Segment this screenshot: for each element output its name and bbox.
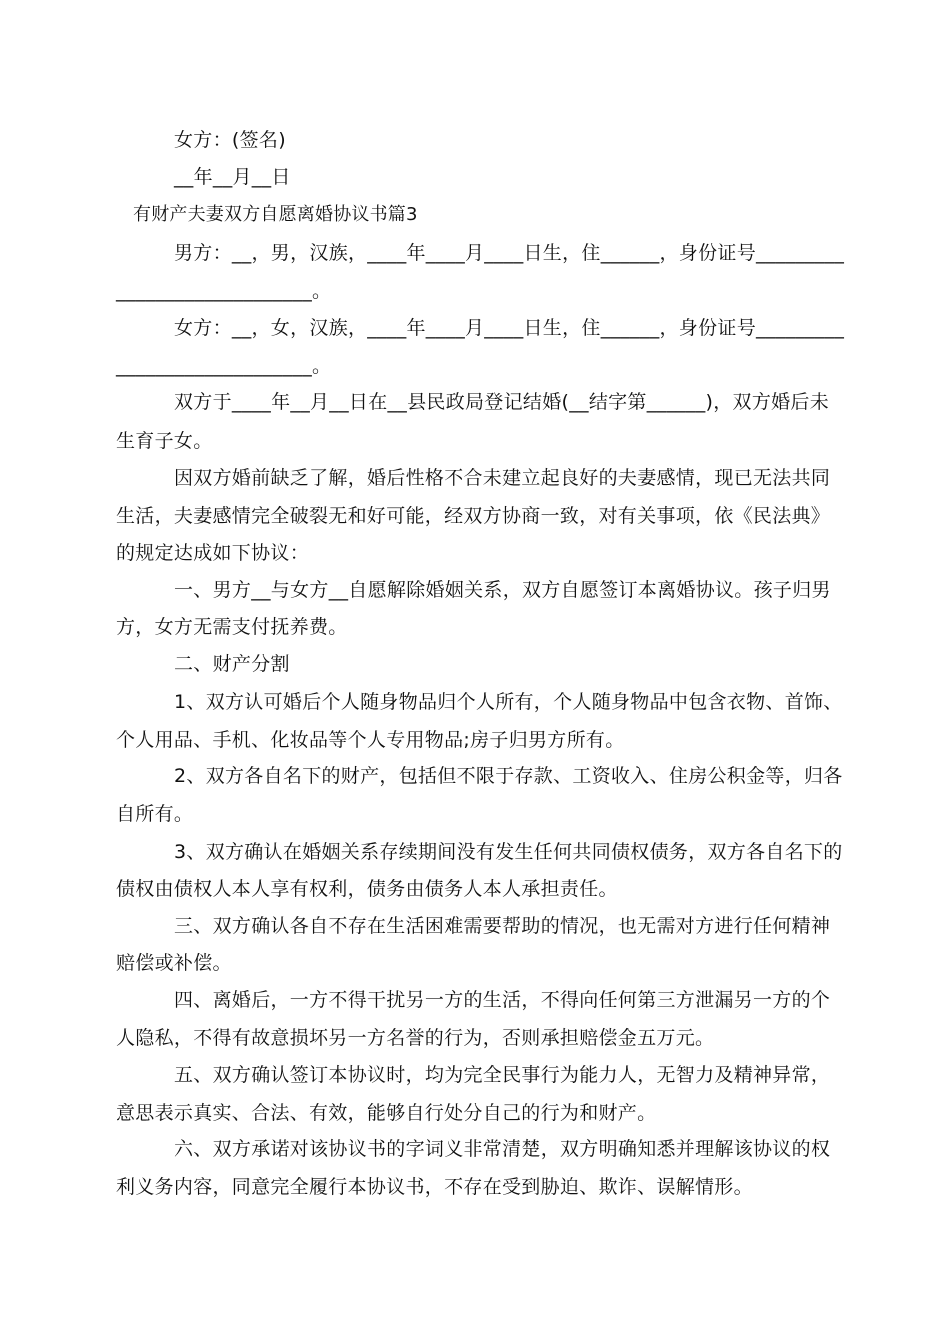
clause-three-cont: 赔偿或补偿。 xyxy=(116,952,232,974)
clause-four: 四、离婚后，一方不得干扰另一方的生活，不得向任何第三方泄漏另一方的个 xyxy=(174,989,831,1011)
clause-six-cont: 利义务内容，同意完全履行本协议书，不存在受到胁迫、欺诈、误解情形。 xyxy=(116,1176,753,1198)
clause-one-cont: 方，女方无需支付抚养费。 xyxy=(116,616,348,638)
male-party-line-cont: ____________________。 xyxy=(116,280,332,302)
marriage-registration-text: 双方于____年__月__日在__县民政局登记结婚(__结字第______)，双方婚后未 xyxy=(174,391,830,413)
male-party-line: 男方：__，男，汉族，____年____月____日生，住______，身份证号_________ xyxy=(174,242,845,264)
property-item-2-cont: 自所有。 xyxy=(116,803,194,825)
clause-five-cont: 意思表示真实、合法、有效，能够自行处分自己的行为和财产。 xyxy=(116,1102,657,1124)
property-item-2: 2、双方各自名下的财产，包括但不限于存款、工资收入、住房公积金等，归各 xyxy=(174,765,843,787)
reason-paragraph-cont: 生活，夫妻感情完全破裂无和好可能，经双方协商一致，对有关事项，依《民法典》 xyxy=(116,505,831,527)
reason-paragraph: 因双方婚前缺乏了解，婚后性格不合未建立起良好的夫妻感情，现已无法共同 xyxy=(174,467,831,489)
section-heading: 有财产夫妻双方自愿离婚协议书篇3 xyxy=(133,204,418,225)
female-party-line: 女方：__，女，汉族，____年____月____日生，住______，身份证号_________ xyxy=(174,317,845,339)
clause-four-cont: 人隐私，不得有故意损坏另一方名誉的行为，否则承担赔偿金五万元。 xyxy=(116,1027,715,1049)
reason-paragraph-end: 的规定达成如下协议： xyxy=(116,542,310,564)
clause-five: 五、双方确认签订本协议时，均为完全民事行为能力人，无智力及精神异常， xyxy=(174,1064,831,1086)
property-item-3-cont: 债权由债权人本人享有权利，债务由债务人本人承担责任。 xyxy=(116,878,618,900)
clause-one: 一、男方__与女方__自愿解除婚姻关系，双方自愿签订本离婚协议。孩子归男 xyxy=(174,579,831,601)
marriage-registration-text-cont: 生育子女。 xyxy=(116,430,213,452)
property-item-3: 3、双方确认在婚姻关系存续期间没有发生任何共同债权债务，双方各自名下的 xyxy=(174,841,843,863)
female-signature-line: 女方：(签名) xyxy=(174,129,286,151)
property-item-1: 1、双方认可婚后个人随身物品归个人所有，个人随身物品中包含衣物、首饰、 xyxy=(174,691,843,713)
clause-three: 三、双方确认各自不存在生活困难需要帮助的情况，也无需对方进行任何精神 xyxy=(174,915,831,937)
property-item-1-cont: 个人用品、手机、化妆品等个人专用物品;房子归男方所有。 xyxy=(116,729,625,751)
clause-two-heading: 二、财产分割 xyxy=(174,653,290,675)
female-party-line-cont: ____________________。 xyxy=(116,355,332,377)
date-line: __年__月__日 xyxy=(174,166,291,188)
clause-six: 六、双方承诺对该协议书的字词义非常清楚，双方明确知悉并理解该协议的权 xyxy=(174,1138,831,1160)
